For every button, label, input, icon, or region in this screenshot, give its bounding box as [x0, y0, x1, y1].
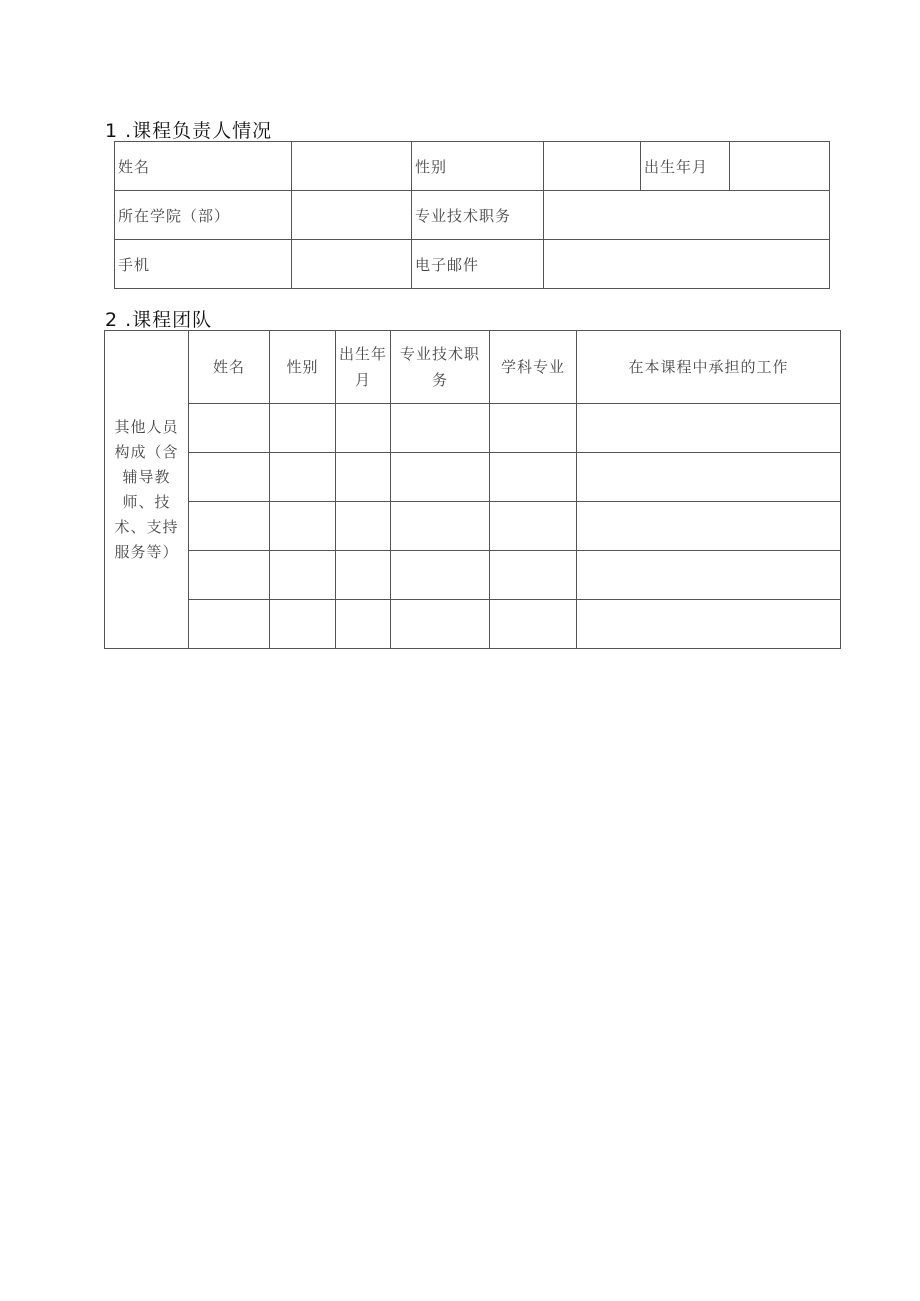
member-work-cell[interactable]	[577, 502, 841, 551]
member-work-cell[interactable]	[577, 453, 841, 502]
phone-value-cell[interactable]	[292, 240, 412, 289]
name-label: 姓名	[115, 142, 292, 191]
member-title-cell[interactable]	[391, 453, 490, 502]
member-title-cell[interactable]	[391, 551, 490, 600]
member-major-cell[interactable]	[490, 551, 577, 600]
section1-title: 1 .课程负责人情况	[105, 120, 273, 142]
header-work: 在本课程中承担的工作	[577, 331, 841, 404]
member-name-cell[interactable]	[189, 600, 270, 649]
member-major-cell[interactable]	[490, 600, 577, 649]
member-title-cell[interactable]	[391, 404, 490, 453]
member-work-cell[interactable]	[577, 600, 841, 649]
header-name: 姓名	[189, 331, 270, 404]
member-title-cell[interactable]	[391, 502, 490, 551]
section2-title: 2 .课程团队	[105, 309, 213, 331]
table-row	[105, 551, 841, 600]
member-name-cell[interactable]	[189, 453, 270, 502]
member-birth-cell[interactable]	[336, 600, 391, 649]
member-gender-cell[interactable]	[270, 551, 336, 600]
member-major-cell[interactable]	[490, 502, 577, 551]
member-title-cell[interactable]	[391, 600, 490, 649]
member-birth-cell[interactable]	[336, 551, 391, 600]
gender-value-cell[interactable]	[544, 142, 641, 191]
table-row	[115, 142, 830, 191]
header-birth: 出生年月	[336, 331, 391, 404]
member-work-cell[interactable]	[577, 404, 841, 453]
header-major: 学科专业	[490, 331, 577, 404]
table-row	[105, 600, 841, 649]
member-gender-cell[interactable]	[270, 502, 336, 551]
member-gender-cell[interactable]	[270, 404, 336, 453]
phone-label: 手机	[115, 240, 292, 289]
title-label: 专业技术职务	[412, 191, 544, 240]
table-header-row	[105, 331, 841, 404]
member-gender-cell[interactable]	[270, 453, 336, 502]
table-row	[115, 191, 830, 240]
name-value-cell[interactable]	[292, 142, 412, 191]
course-leader-table	[114, 141, 830, 289]
member-work-cell[interactable]	[577, 551, 841, 600]
email-label: 电子邮件	[412, 240, 544, 289]
gender-label: 性别	[412, 142, 544, 191]
member-name-cell[interactable]	[189, 404, 270, 453]
table-row	[105, 453, 841, 502]
table-row	[105, 502, 841, 551]
member-gender-cell[interactable]	[270, 600, 336, 649]
member-name-cell[interactable]	[189, 551, 270, 600]
other-members-label: 其他人员构成（含辅导教师、技术、支持服务等）	[105, 331, 189, 649]
member-birth-cell[interactable]	[336, 453, 391, 502]
member-major-cell[interactable]	[490, 404, 577, 453]
title-value-cell[interactable]	[544, 191, 830, 240]
table-row	[105, 404, 841, 453]
college-label: 所在学院（部）	[115, 191, 292, 240]
header-title: 专业技术职务	[391, 331, 490, 404]
college-value-cell[interactable]	[292, 191, 412, 240]
course-team-table	[104, 330, 841, 649]
member-birth-cell[interactable]	[336, 502, 391, 551]
member-name-cell[interactable]	[189, 502, 270, 551]
birth-value-cell[interactable]	[730, 142, 830, 191]
birth-label: 出生年月	[641, 142, 730, 191]
member-birth-cell[interactable]	[336, 404, 391, 453]
table-row	[115, 240, 830, 289]
member-major-cell[interactable]	[490, 453, 577, 502]
header-gender: 性别	[270, 331, 336, 404]
email-value-cell[interactable]	[544, 240, 830, 289]
